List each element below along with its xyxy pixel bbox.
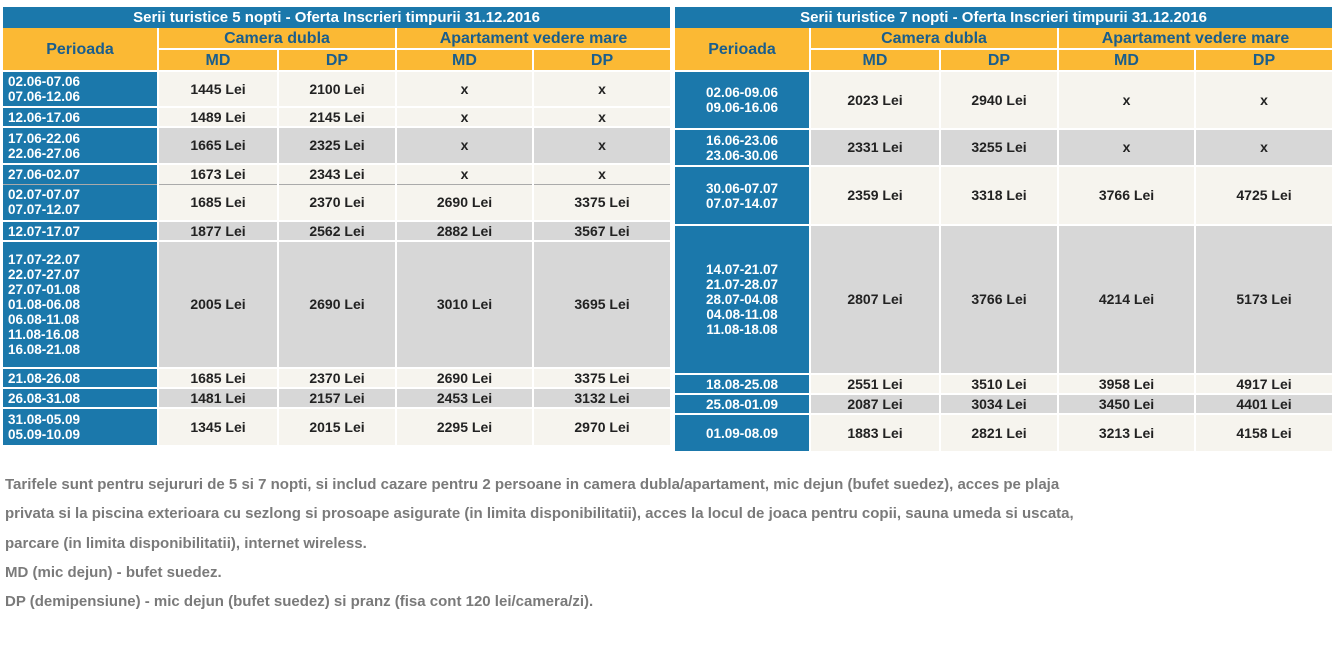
dp-header: DP: [940, 49, 1058, 71]
period-label: 22.07-27.07: [8, 267, 81, 282]
price-cell: x: [1195, 71, 1332, 129]
period-label: 02.06-09.06: [705, 85, 779, 100]
price-cell: 3318 Lei: [940, 166, 1058, 225]
sea-view-apartment-header: Apartament vedere mare: [396, 28, 670, 49]
table-row: [3, 71, 670, 107]
price-cell: x: [533, 164, 670, 184]
price-cell: x: [533, 107, 670, 127]
price-cell: x: [396, 107, 533, 127]
period-label: 16.06-23.06: [705, 132, 779, 148]
period-label: 02.07-07.07: [8, 187, 81, 203]
period-cell: [3, 164, 158, 184]
price-cell: 2370 Lei: [278, 368, 396, 388]
sea-view-apartment-header: Apartament vedere mare: [1058, 28, 1332, 49]
table-row: [675, 394, 1332, 414]
period-cell: [675, 374, 810, 394]
price-cell: 3958 Lei: [1058, 374, 1195, 394]
period-label: 27.07-01.08: [8, 282, 81, 297]
price-cell: 2821 Lei: [940, 414, 1058, 451]
period-label: 25.08-01.09: [705, 396, 779, 412]
period-cell: [3, 368, 158, 388]
price-cell: 2145 Lei: [278, 107, 396, 127]
price-cell: 2807 Lei: [810, 225, 940, 374]
md-header: MD: [1058, 49, 1195, 71]
price-cell: 3766 Lei: [1058, 166, 1195, 225]
period-header: Perioada: [675, 28, 810, 71]
price-cell: 2370 Lei: [278, 184, 396, 221]
price-cell: x: [1195, 129, 1332, 166]
period-label: 30.06-07.07: [705, 180, 779, 196]
price-cell: 4214 Lei: [1058, 225, 1195, 374]
md-header: MD: [396, 49, 533, 71]
price-cell: 2005 Lei: [158, 241, 278, 368]
price-cell: 1673 Lei: [158, 164, 278, 184]
price-cell: 3255 Lei: [940, 129, 1058, 166]
period-cell: [3, 221, 158, 241]
price-cell: 3375 Lei: [533, 368, 670, 388]
table-7-title: Serii turistice 7 nopti - Oferta Inscrieri timpurii 31.12.2016: [675, 7, 1332, 28]
period-cell: [3, 107, 158, 127]
price-cell: 2295 Lei: [396, 408, 533, 445]
price-cell: 1481 Lei: [158, 388, 278, 408]
period-label: 07.07-12.07: [8, 202, 81, 218]
period-label: 17.07-22.07: [8, 252, 81, 267]
period-label: 02.06-07.06: [8, 74, 81, 89]
dp-header: DP: [278, 49, 396, 71]
price-cell: 3695 Lei: [533, 241, 670, 368]
period-label: 17.06-22.06: [8, 130, 81, 146]
md-definition: MD (mic dejun) - bufet suedez.: [5, 563, 222, 581]
price-cell: 3010 Lei: [396, 241, 533, 368]
period-label: 21.08-26.08: [8, 370, 81, 386]
period-label: 26.08-31.08: [8, 390, 81, 406]
period-label: 22.06-27.06: [8, 145, 81, 161]
price-cell: 3766 Lei: [940, 225, 1058, 374]
table-row: [675, 166, 1332, 225]
price-cell: x: [533, 71, 670, 107]
price-cell: 2562 Lei: [278, 221, 396, 241]
period-label: 05.09-10.09: [8, 427, 81, 442]
price-cell: 2343 Lei: [278, 164, 396, 184]
price-cell: 2100 Lei: [278, 71, 396, 107]
dp-definition: DP (demipensiune) - mic dejun (bufet suedez) si pranz (fisa cont 120 lei/camera/zi).: [5, 593, 594, 611]
period-label: 09.06-16.06: [705, 100, 779, 115]
period-label: 11.08-18.08: [706, 322, 778, 337]
price-cell: 2882 Lei: [396, 221, 533, 241]
price-cell: 2023 Lei: [810, 71, 940, 129]
period-label: 07.06-12.06: [8, 89, 81, 104]
price-cell: 2940 Lei: [940, 71, 1058, 129]
table-row: [3, 368, 670, 388]
period-label: 14.07-21.07: [705, 262, 779, 277]
table-row: [3, 221, 670, 241]
table-row: [3, 408, 670, 445]
period-cell: [675, 129, 810, 166]
price-cell: 1345 Lei: [158, 408, 278, 445]
price-cell: 5173 Lei: [1195, 225, 1332, 374]
period-label: 28.07-04.08: [705, 292, 779, 307]
table-7-nights: [675, 7, 1332, 451]
table-row: [675, 129, 1332, 166]
terms-paragraph-line: Tarifele sunt pentru sejururi de 5 si 7 nopti, si includ cazare pentru 2 persoane in camera dubla/apartament, mic dejun (bufet suedez), acces pe plaja: [5, 476, 1060, 493]
period-label: 31.08-05.09: [8, 412, 81, 427]
table-row: [3, 241, 670, 368]
period-label: 01.09-08.09: [705, 425, 779, 441]
price-cell: 3034 Lei: [940, 394, 1058, 414]
terms-notes: [5, 470, 1335, 616]
table-5-title: Serii turistice 5 nopti - Oferta Inscrieri timpurii 31.12.2016: [3, 7, 670, 28]
period-label: 21.07-28.07: [705, 277, 779, 292]
price-cell: 2325 Lei: [278, 127, 396, 164]
price-cell: 1489 Lei: [158, 107, 278, 127]
period-cell: [675, 166, 810, 225]
price-cell: 3132 Lei: [533, 388, 670, 408]
table-row: [3, 388, 670, 408]
price-cell: 3213 Lei: [1058, 414, 1195, 451]
period-cell: [3, 408, 158, 445]
table-row: [675, 374, 1332, 394]
period-cell: [3, 388, 158, 408]
price-cell: 2157 Lei: [278, 388, 396, 408]
dp-header: DP: [1195, 49, 1332, 71]
price-cell: 2087 Lei: [810, 394, 940, 414]
table-row: [675, 414, 1332, 451]
price-cell: 4725 Lei: [1195, 166, 1332, 225]
price-cell: 1445 Lei: [158, 71, 278, 107]
price-cell: x: [396, 164, 533, 184]
table-row: [3, 164, 670, 184]
period-cell: [675, 414, 810, 451]
period-cell: [3, 241, 158, 368]
period-label: 18.08-25.08: [705, 376, 779, 392]
period-label: 12.06-17.06: [8, 109, 81, 125]
price-cell: 3567 Lei: [533, 221, 670, 241]
price-cell: 3510 Lei: [940, 374, 1058, 394]
period-label: 23.06-30.06: [705, 147, 779, 163]
period-cell: [3, 184, 158, 221]
double-room-header: Camera dubla: [158, 28, 396, 49]
price-cell: 2970 Lei: [533, 408, 670, 445]
price-cell: 1665 Lei: [158, 127, 278, 164]
price-cell: 2551 Lei: [810, 374, 940, 394]
table-row: [3, 127, 670, 164]
period-header: Perioada: [3, 28, 158, 71]
price-cell: 2690 Lei: [278, 241, 396, 368]
price-cell: 4917 Lei: [1195, 374, 1332, 394]
period-cell: [675, 394, 810, 414]
period-label: 06.08-11.08: [8, 312, 80, 327]
double-room-header: Camera dubla: [810, 28, 1058, 49]
table-row: [675, 225, 1332, 374]
terms-paragraph-line: privata si la piscina exterioara cu sezlong si prosoape asigurate (in limita disponibilitatii), acces la locul de joaca pentru copii, sauna umeda si uscata,: [5, 505, 1074, 523]
price-cell: 2015 Lei: [278, 408, 396, 445]
period-label: 27.06-02.07: [8, 166, 81, 182]
table-row: [675, 71, 1332, 129]
period-label: 12.07-17.07: [8, 223, 81, 239]
period-cell: [3, 127, 158, 164]
md-header: MD: [158, 49, 278, 71]
price-cell: 2331 Lei: [810, 129, 940, 166]
price-cell: 2690 Lei: [396, 184, 533, 221]
period-label: 01.08-06.08: [8, 297, 81, 312]
price-cell: x: [533, 127, 670, 164]
table-row: [3, 184, 670, 221]
price-cell: x: [1058, 71, 1195, 129]
price-cell: x: [396, 71, 533, 107]
price-cell: 1883 Lei: [810, 414, 940, 451]
period-label: 16.08-21.08: [8, 342, 81, 357]
period-label: 04.08-11.08: [706, 307, 778, 322]
price-cell: 1685 Lei: [158, 368, 278, 388]
md-header: MD: [810, 49, 940, 71]
price-cell: 1685 Lei: [158, 184, 278, 221]
price-cell: 4158 Lei: [1195, 414, 1332, 451]
table-row: [3, 107, 670, 127]
price-cell: 3375 Lei: [533, 184, 670, 221]
period-cell: [675, 225, 810, 374]
period-cell: [675, 71, 810, 129]
period-cell: [3, 71, 158, 107]
price-cell: 2690 Lei: [396, 368, 533, 388]
terms-paragraph-line: parcare (in limita disponibilitatii), internet wireless.: [5, 534, 367, 552]
table-5-nights: [3, 7, 670, 445]
period-label: 11.08-16.08: [8, 327, 80, 342]
dp-header: DP: [533, 49, 670, 71]
price-cell: 2453 Lei: [396, 388, 533, 408]
price-cell: 2359 Lei: [810, 166, 940, 225]
price-cell: 3450 Lei: [1058, 394, 1195, 414]
price-cell: 4401 Lei: [1195, 394, 1332, 414]
price-cell: 1877 Lei: [158, 221, 278, 241]
price-cell: x: [1058, 129, 1195, 166]
period-label: 07.07-14.07: [705, 195, 779, 211]
price-cell: x: [396, 127, 533, 164]
